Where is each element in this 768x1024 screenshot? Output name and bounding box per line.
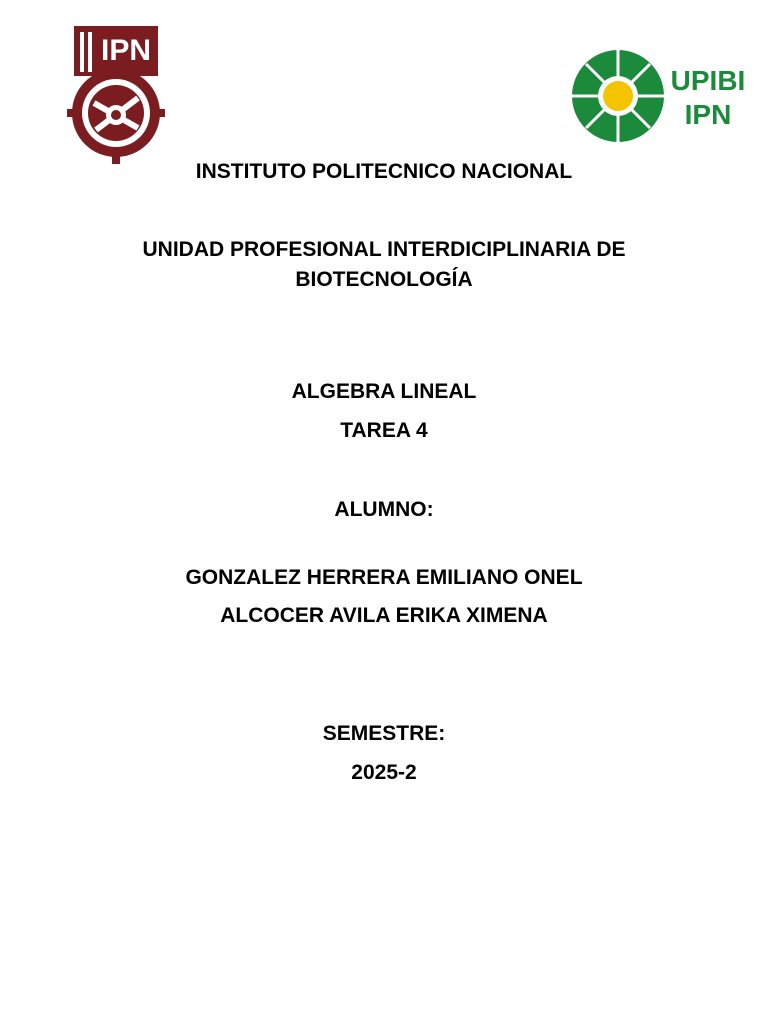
- student-name: ALCOCER AVILA ERIKA XIMENA: [220, 604, 548, 627]
- assignment-title: TAREA 4: [340, 419, 428, 442]
- unit-title-line2: BIOTECNOLOGÍA: [295, 268, 473, 291]
- student-name: GONZALEZ HERRERA EMILIANO ONEL: [185, 566, 583, 589]
- subject-title: ALGEBRA LINEAL: [291, 380, 477, 403]
- upibi-logo-line1: UPIBI: [670, 65, 746, 96]
- students-label: ALUMNO:: [334, 498, 434, 521]
- unit-title-line1: UNIDAD PROFESIONAL INTERDICIPLINARIA DE: [142, 238, 626, 261]
- upibi-logo-line2: IPN: [684, 99, 732, 130]
- ipn-logo-text: IPN: [100, 34, 152, 67]
- upibi-sun-logo-icon: [566, 44, 750, 148]
- ipn-seal-icon: [64, 18, 168, 164]
- institution-title: INSTITUTO POLITECNICO NACIONAL: [195, 160, 573, 183]
- semester-label: SEMESTRE:: [322, 722, 446, 745]
- semester-value: 2025-2: [351, 761, 417, 784]
